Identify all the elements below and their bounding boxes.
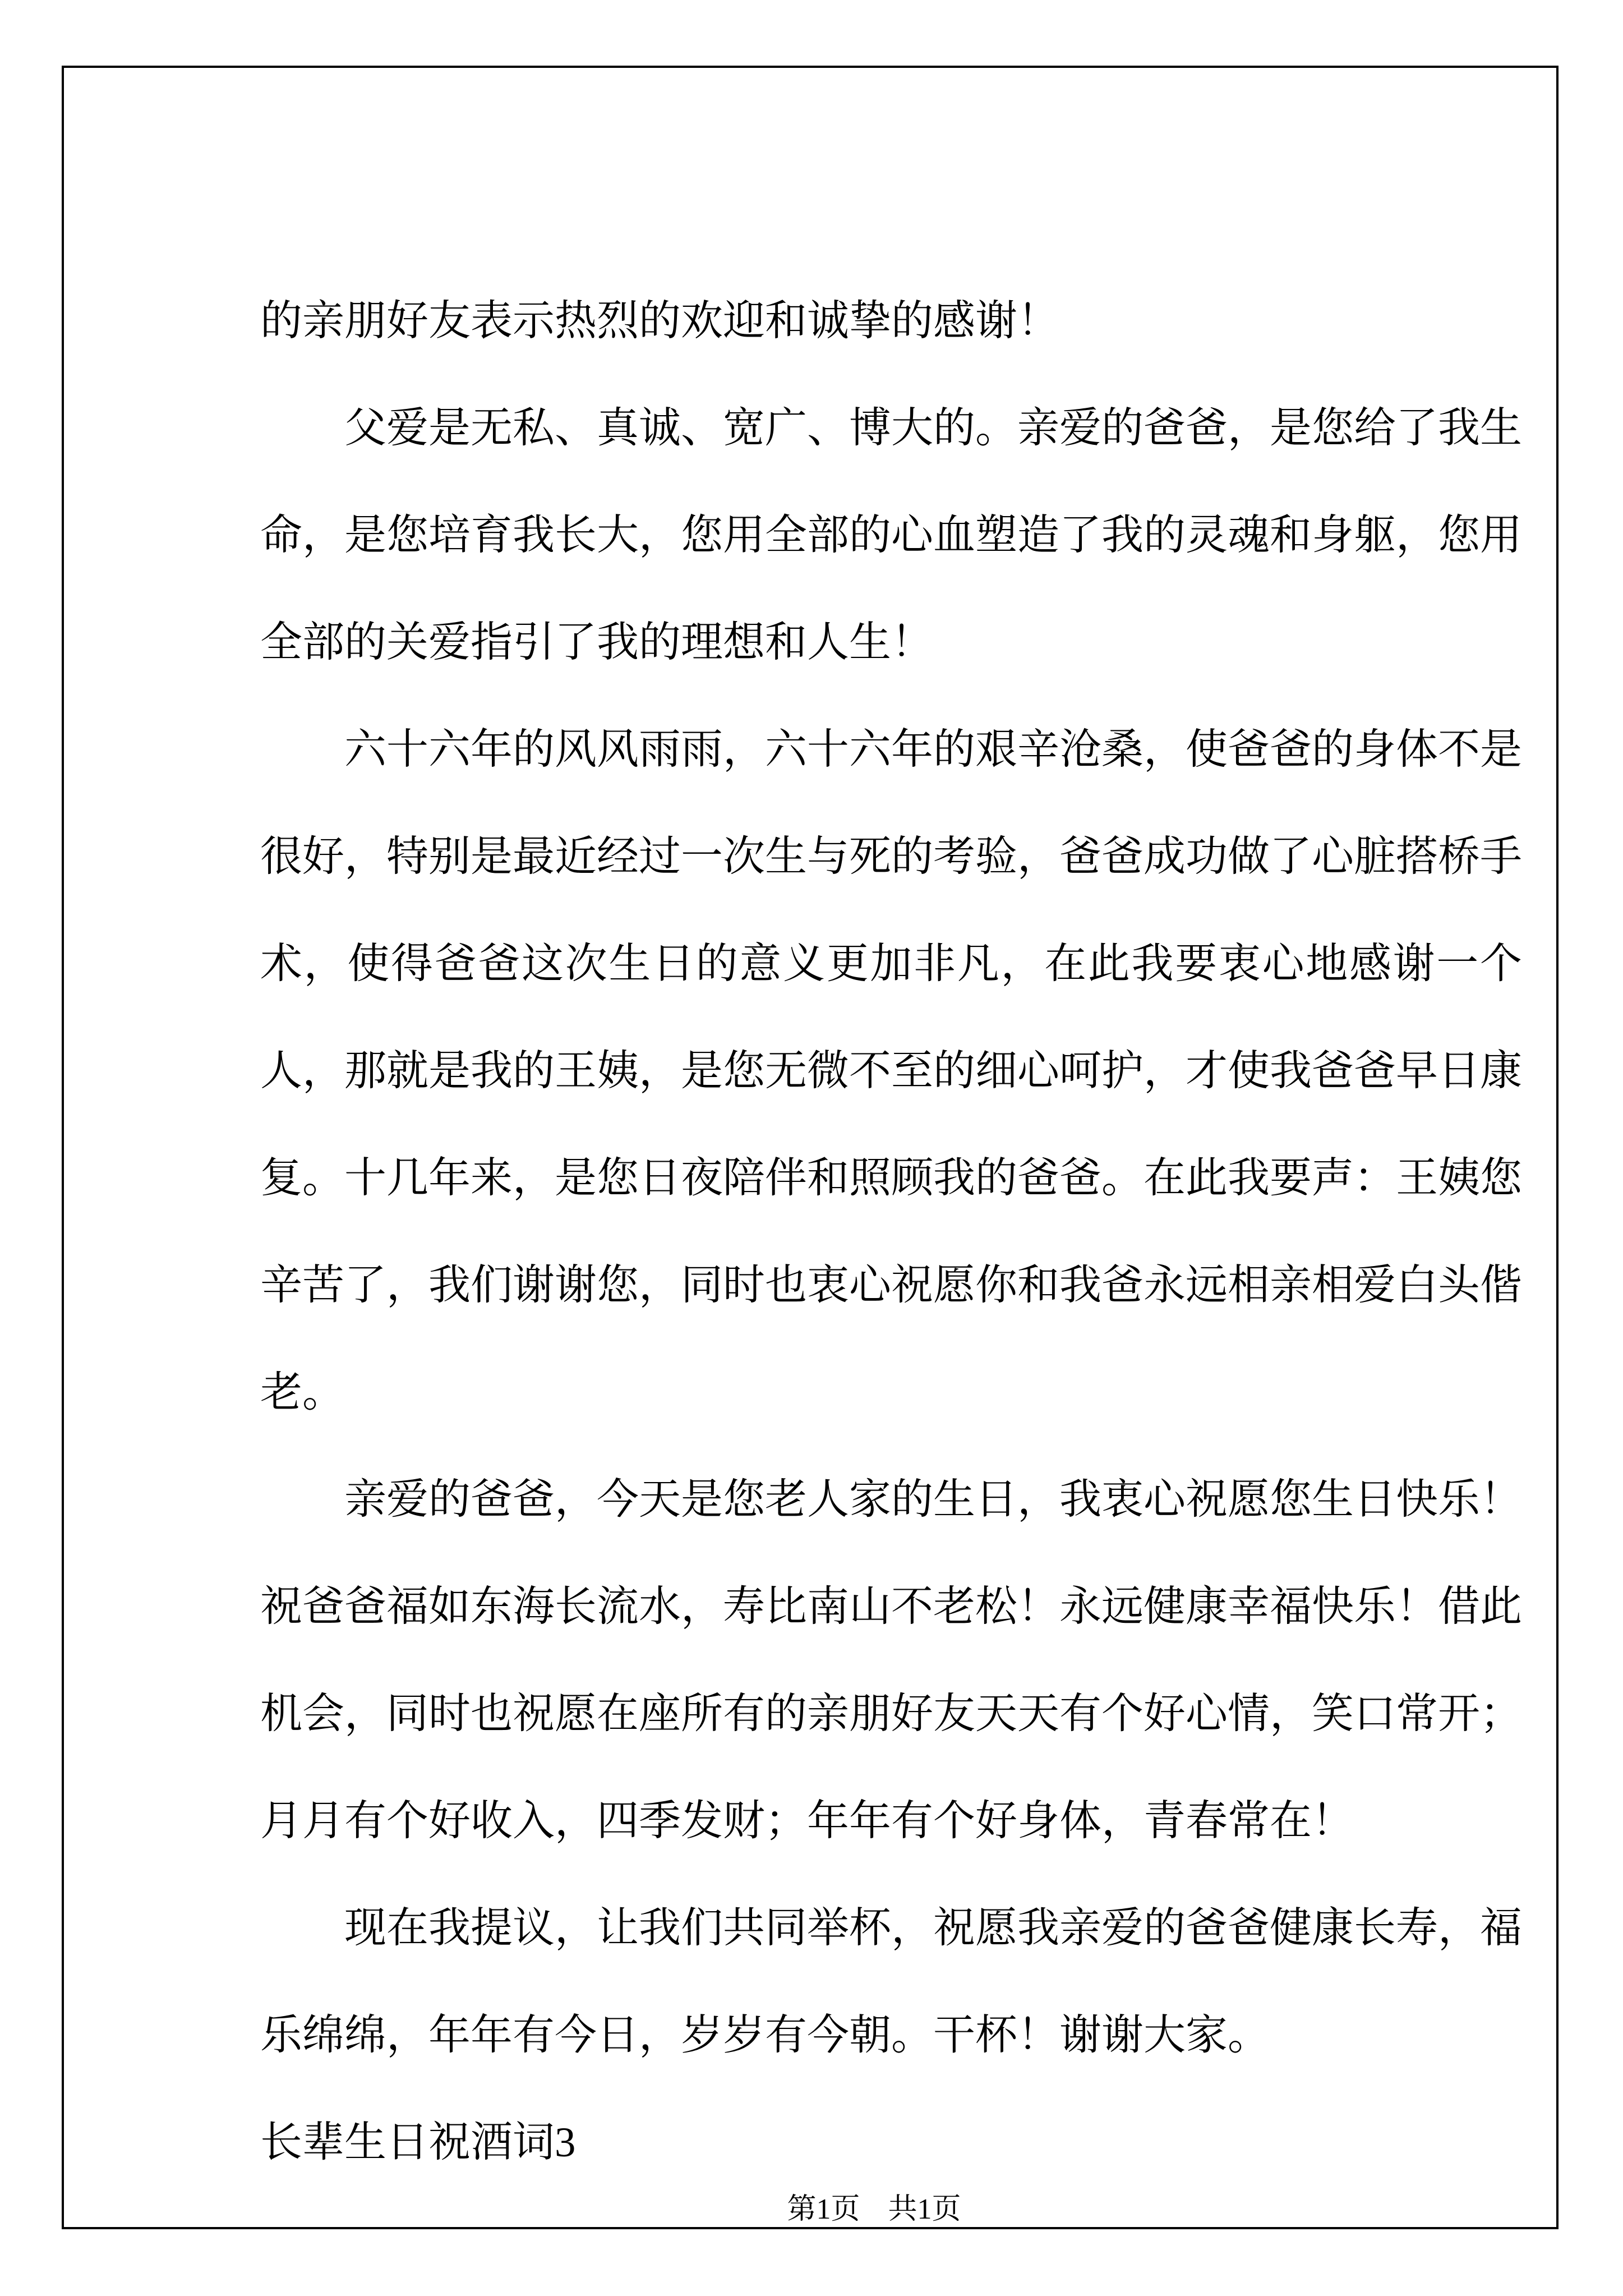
paragraph: 亲爱的爸爸，今天是您老人家的生日，我衷心祝愿您生日快乐！祝爸爸福如东海长流水，寿比南山不老松！永远健康幸福快乐！借此机会，同时也祝愿在座所有的亲朋好友天天有个好心情，笑口常开；月月有个好收入，四季发财；年年有个好身体，青春常在！: [260, 1476, 1523, 1844]
section-heading: 长辈生日祝酒词3: [260, 2119, 576, 2166]
paragraph: 的亲朋好友表示热烈的欢迎和诚挚的感谢！: [260, 298, 1060, 344]
paragraph: 父爱是无私、真诚、宽广、博大的。亲爱的爸爸，是您给了我生命，是您培育我长大，您用全部的心血塑造了我的灵魂和身躯，您用全部的关爱指引了我的理想和人生！: [260, 405, 1523, 666]
page-number: 第1页: [787, 2193, 860, 2225]
paragraph: 六十六年的风风雨雨，六十六年的艰辛沧桑，使爸爸的身体不是很好，特别是最近经过一次生与死的考验，爸爸成功做了心脏搭桥手术，使得爸爸这次生日的意义更加非凡，在此我要衷心地感谢一个人，那就是我的王姨，是您无微不至的细心呵护，才使我爸爸早日康复。十几年来，是您日夜陪伴和照顾我的爸爸。在此我要声：王姨您辛苦了，我们谢谢您，同时也衷心祝愿你和我爸永远相亲相爱白头偕老。: [260, 726, 1523, 1416]
page-footer: [126, 2192, 1622, 2228]
body-text: [260, 268, 1522, 2196]
paragraph: 现在我提议，让我们共同举杯，祝愿我亲爱的爸爸健康长寿，福乐绵绵，年年有今日，岁岁有今朝。干杯！谢谢大家。: [260, 1905, 1523, 2059]
page-total: 共1页: [888, 2193, 961, 2225]
page-border: [62, 66, 1559, 2229]
